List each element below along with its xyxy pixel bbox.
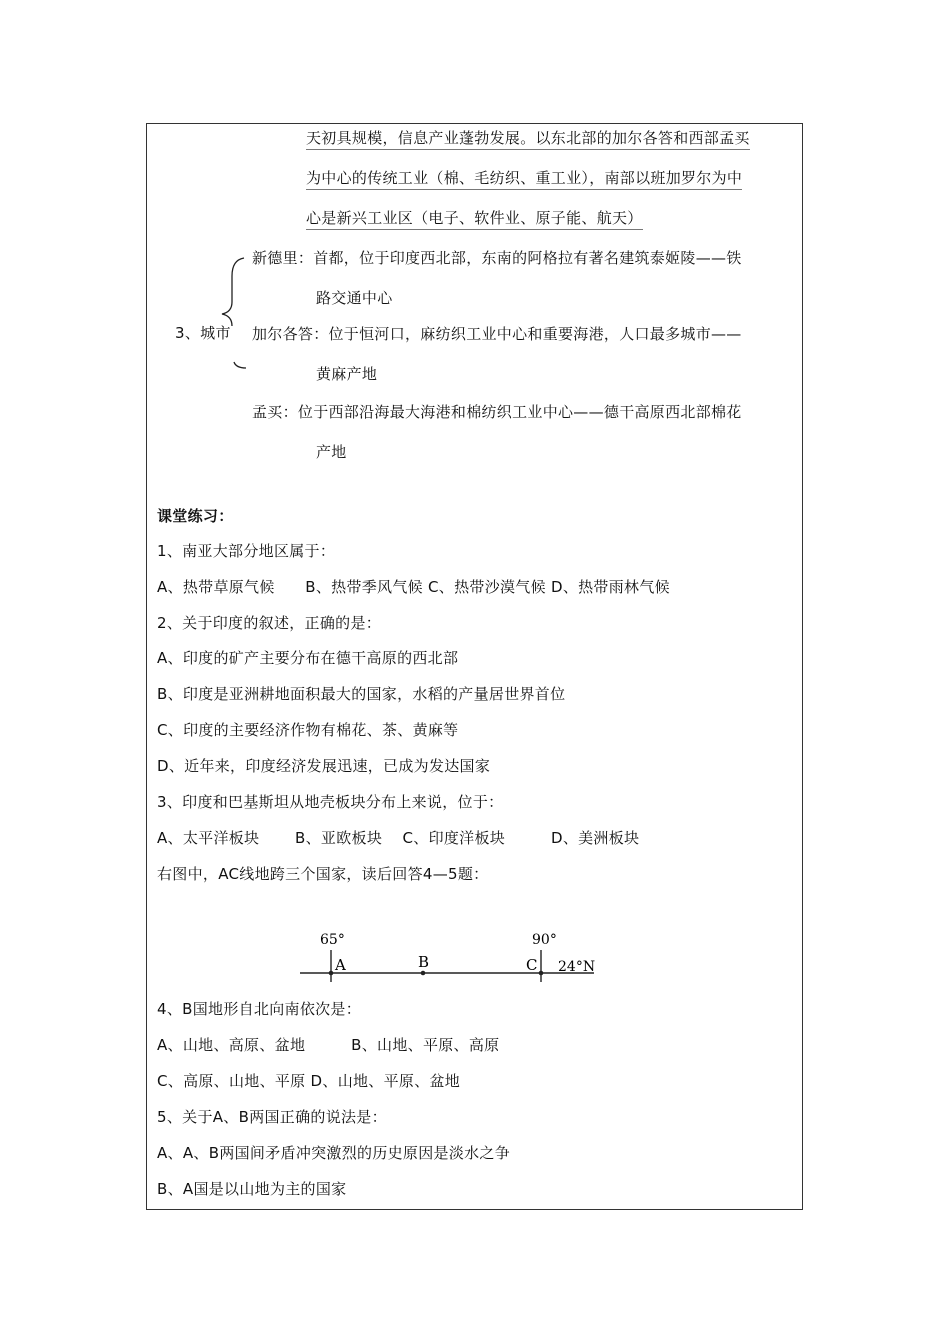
question-3: 3、印度和巴基斯坦从地壳板块分布上来说，位于： <box>157 793 504 811</box>
question-1: 1、南亚大部分地区属于： <box>157 542 336 560</box>
question-4-options-cd: C、高原、山地、平原 D、山地、平原、盆地 <box>157 1072 461 1090</box>
exercise-heading: 课堂练习： <box>157 507 234 525</box>
question-2-option-d: D、近年来，印度经济发展迅速，已成为发达国家 <box>157 757 491 775</box>
delhi-line-1: 新德里：首都，位于印度西北部，东南的阿格拉有著名建筑泰姬陵——铁 <box>252 249 742 267</box>
longitude-65-label: 65° <box>320 932 345 948</box>
question-3-options: A、太平洋板块 B、亚欧板块 C、印度洋板块 D、美洲板块 <box>157 829 640 847</box>
industry-line-2: 为中心的传统工业（棉、毛纺织、重工业），南部以班加罗尔为中 <box>306 167 742 190</box>
latitude-label: 24°N <box>558 959 596 975</box>
longitude-90-label: 90° <box>532 932 557 948</box>
kolkata-line-2: 黄麻产地 <box>316 365 378 383</box>
point-c-label: C <box>526 956 538 974</box>
latitude-diagram <box>298 926 598 986</box>
question-2-option-a: A、印度的矿产主要分布在德干高原的西北部 <box>157 649 459 667</box>
delhi-line-2: 路交通中心 <box>316 289 393 307</box>
question-1-options: A、热带草原气候 B、热带季风气候 C、热带沙漠气候 D、热带雨林气候 <box>157 578 670 596</box>
question-2-option-b: B、印度是亚洲耕地面积最大的国家，水稻的产量居世界首位 <box>157 685 566 703</box>
industry-line-3: 心是新兴工业区（电子、软件业、原子能、航天） <box>306 207 643 230</box>
question-4: 4、B国地形自北向南依次是： <box>157 1000 362 1018</box>
question-5: 5、关于A、B两国正确的说法是： <box>157 1108 387 1126</box>
industry-line-1: 天初具规模，信息产业蓬勃发展。以东北部的加尔各答和西部孟买 <box>306 127 750 150</box>
brace-icon <box>214 250 254 375</box>
question-2: 2、关于印度的叙述，正确的是： <box>157 614 382 632</box>
point-b-dot <box>421 971 426 976</box>
point-a-label: A <box>335 956 346 974</box>
mumbai-line-1: 孟买：位于西部沿海最大海港和棉纺织工业中心——德干高原西北部棉花 <box>252 403 742 421</box>
cities-label: 3、城市 <box>175 324 231 342</box>
questions-4-5-intro: 右图中，AC线地跨三个国家，读后回答4—5题： <box>157 865 489 883</box>
mumbai-line-2: 产地 <box>316 443 347 461</box>
question-5-option-b: B、A国是以山地为主的国家 <box>157 1180 347 1198</box>
point-b-label: B <box>418 953 430 971</box>
kolkata-line-1: 加尔各答：位于恒河口，麻纺织工业中心和重要海港，人口最多城市—— <box>252 325 742 343</box>
question-5-option-a: A、A、B两国间矛盾冲突激烈的历史原因是淡水之争 <box>157 1144 511 1162</box>
point-c-dot <box>539 971 544 976</box>
question-2-option-c: C、印度的主要经济作物有棉花、茶、黄麻等 <box>157 721 459 739</box>
point-a-dot <box>329 971 334 976</box>
question-4-options-ab: A、山地、高原、盆地 B、山地、平原、高原 <box>157 1036 500 1054</box>
